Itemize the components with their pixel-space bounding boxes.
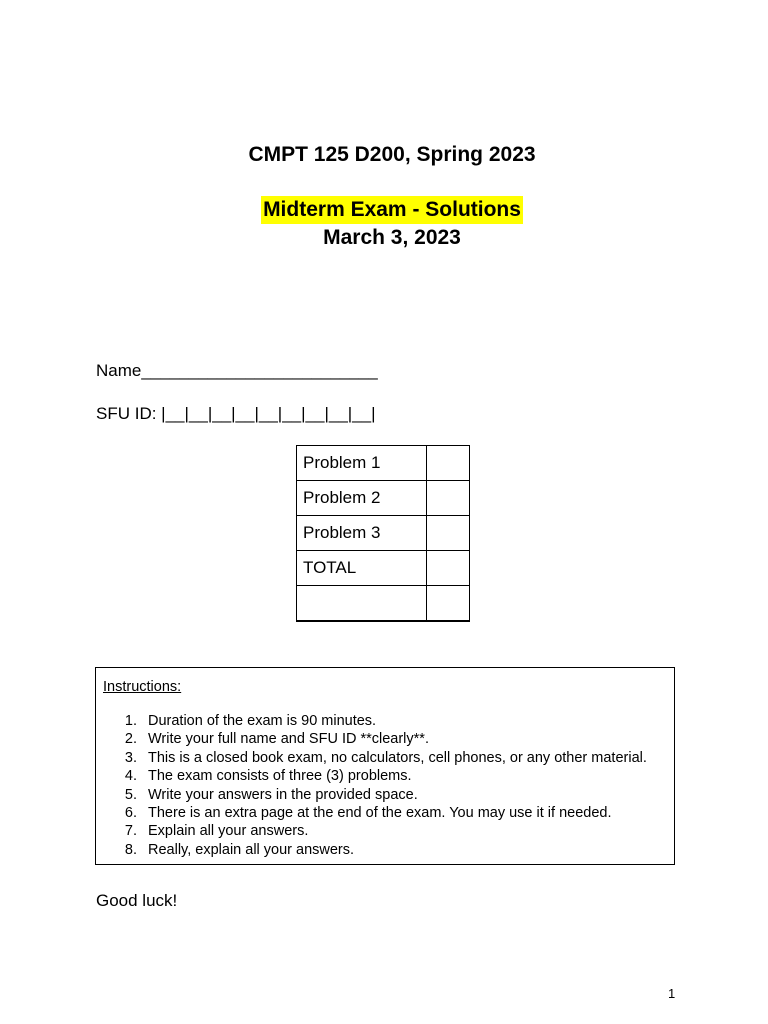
good-luck-text: Good luck! [96,891,178,910]
exam-date: March 3, 2023 [323,226,461,249]
problem-2-score [427,481,470,516]
problem-1-score [427,446,470,481]
blank-score [427,586,470,622]
list-item-text: The exam consists of three (3) problems. [148,768,412,785]
list-item-number: 8. [124,841,137,858]
table-row [297,481,470,516]
list-item-number: 4. [124,768,137,785]
instructions-box [95,667,675,865]
problem-2-label: Problem 2 [297,481,427,516]
exam-title-container [0,196,768,226]
sfu-id-field: SFU ID: |__|__|__|__|__|__|__|__|__| [96,404,376,423]
course-title: CMPT 125 D200, Spring 2023 [248,143,536,166]
problem-1-label: Problem 1 [297,446,427,481]
list-item [96,786,647,804]
list-item [96,841,647,859]
score-table [296,445,470,622]
list-item-text: This is a closed book exam, no calculators, cell phones, or any other material. [148,749,647,766]
list-item-text: Write your full name and SFU ID **clearly**. [148,731,429,748]
table-row [297,551,470,586]
page-number: 1 [668,986,676,1001]
list-item-text: Explain all your answers. [148,823,309,840]
list-item-number: 6. [124,804,137,821]
list-item-number: 5. [124,786,137,803]
list-item [96,712,647,730]
list-item [96,804,647,822]
instructions-heading: Instructions: [103,679,182,695]
instructions-list [96,712,647,859]
list-item-number: 2. [124,731,137,748]
list-item-number: 7. [124,823,137,840]
problem-3-score [427,516,470,551]
problem-3-label: Problem 3 [297,516,427,551]
table-row [297,446,470,481]
list-item [96,730,647,748]
total-label: TOTAL [297,551,427,586]
list-item-text: Write your answers in the provided space. [148,786,418,803]
blank-label [297,586,427,622]
name-field: Name_________________________ [96,361,378,380]
list-item-number: 1. [124,713,137,729]
table-row [297,586,470,622]
list-item [96,767,647,785]
exam-title: Midterm Exam - Solutions [261,196,523,224]
list-item-text: Really, explain all your answers. [148,841,355,858]
total-score [427,551,470,586]
list-item [96,749,647,767]
list-item [96,822,647,840]
list-item-text: There is an extra page at the end of the exam. You may use it if needed. [148,804,612,821]
list-item-number: 3. [124,749,137,766]
list-item-text: Duration of the exam is 90 minutes. [148,713,377,729]
table-row [297,516,470,551]
